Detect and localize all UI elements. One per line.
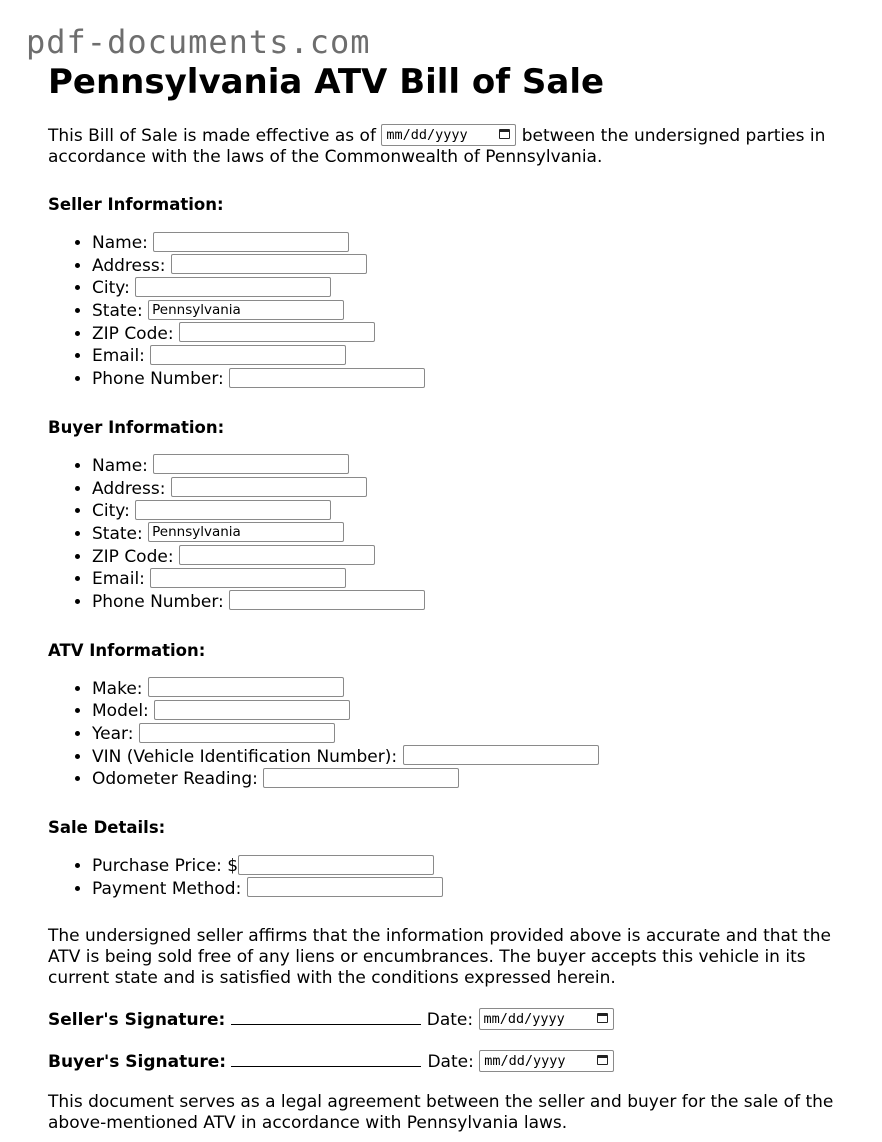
buyer-email-input[interactable]: [150, 568, 346, 588]
atv-odometer-item: [92, 768, 848, 791]
buyer-state-label: State:: [92, 523, 143, 544]
watermark: pdf-documents.com: [26, 23, 371, 61]
calendar-icon[interactable]: [597, 1013, 608, 1023]
seller-date-label: Date:: [426, 1010, 474, 1031]
atv-model-label: Model:: [92, 701, 149, 722]
buyer-phone-label: Phone Number:: [92, 591, 224, 612]
buyer-city-input[interactable]: [135, 500, 331, 520]
sale-payment-item: [92, 878, 848, 901]
atv-vin-input[interactable]: [403, 745, 599, 765]
seller-email-input[interactable]: [150, 345, 346, 365]
seller-name-input[interactable]: [153, 232, 349, 252]
buyer-fields: [48, 455, 848, 614]
atv-year-input[interactable]: [139, 723, 335, 743]
seller-state-item: [92, 300, 848, 323]
seller-heading: Seller Information:: [48, 195, 224, 214]
buyer-email-label: Email:: [92, 569, 145, 590]
atv-model-item: [92, 700, 848, 723]
atv-vin-label: VIN (Vehicle Identification Number):: [92, 746, 398, 767]
sale-fields: [48, 855, 848, 900]
intro-text-after: between the undersigned parties in accordance with the laws of the Commonwealth of Pennsylvania.: [48, 126, 826, 167]
payment-method-input[interactable]: [247, 877, 443, 897]
buyer-name-input[interactable]: [153, 454, 349, 474]
seller-signature-row: [48, 1007, 848, 1032]
buyer-address-item: [92, 478, 848, 501]
seller-state-label: State:: [92, 301, 143, 322]
seller-phone-input[interactable]: [229, 368, 425, 388]
buyer-city-label: City:: [92, 501, 130, 522]
buyer-name-item: [92, 455, 848, 478]
seller-signature-label: Seller's Signature:: [48, 1010, 226, 1031]
seller-city-item: [92, 277, 848, 300]
seller-signature-line[interactable]: [231, 1007, 421, 1025]
buyer-zip-input[interactable]: [179, 545, 375, 565]
seller-city-label: City:: [92, 278, 130, 299]
atv-year-label: Year:: [92, 724, 134, 744]
buyer-signature-row: [48, 1049, 848, 1074]
seller-address-label: Address:: [92, 255, 166, 276]
buyer-name-label: Name:: [92, 455, 148, 476]
buyer-phone-input[interactable]: [229, 590, 425, 610]
atv-vin-item: [92, 746, 848, 769]
buyer-date-label: Date:: [427, 1052, 474, 1073]
buyer-address-input[interactable]: [171, 477, 367, 497]
atv-fields: [48, 678, 848, 791]
affirmation-statement: The undersigned seller affirms that the information provided above is accurate and that the ATV is being sold free of any liens or encumbrances. The buyer accepts this vehicle in its current state and is satisfied with the conditions expressed herein.: [48, 926, 831, 989]
intro-paragraph: [48, 126, 848, 168]
sale-price-label: Purchase Price: $: [92, 856, 239, 877]
atv-make-label: Make:: [92, 678, 143, 699]
buyer-city-item: [92, 500, 848, 523]
document-body: [48, 60, 848, 1134]
effective-date-input[interactable]: [381, 124, 516, 146]
buyer-address-label: Address:: [92, 478, 166, 499]
purchase-price-input[interactable]: [238, 855, 434, 875]
atv-odometer-label: Odometer Reading:: [92, 769, 258, 790]
atv-make-input[interactable]: [148, 677, 344, 697]
seller-address-input[interactable]: [171, 254, 367, 274]
seller-phone-label: Phone Number:: [92, 369, 224, 390]
seller-email-item: [92, 345, 848, 368]
seller-zip-item: [92, 323, 848, 346]
seller-email-label: Email:: [92, 346, 145, 367]
calendar-icon[interactable]: [597, 1055, 608, 1065]
closing-paragraph: This document serves as a legal agreement between the seller and buyer for the sale of the above-mentioned ATV in accordance with Pennsylvania laws.: [48, 1092, 834, 1134]
page-title: Pennsylvania ATV Bill of Sale: [48, 62, 605, 102]
buyer-heading: Buyer Information:: [48, 417, 225, 437]
seller-name-label: Name:: [92, 233, 148, 253]
buyer-signature-label: Buyer's Signature:: [48, 1052, 227, 1073]
atv-make-item: [92, 678, 848, 701]
sale-payment-label: Payment Method:: [92, 878, 242, 899]
buyer-email-item: [92, 568, 848, 591]
buyer-zip-item: [92, 546, 848, 569]
buyer-signature-line[interactable]: [231, 1049, 421, 1067]
buyer-zip-label: ZIP Code:: [92, 546, 174, 567]
calendar-icon[interactable]: [499, 129, 510, 139]
date-placeholder: mm/dd/yyyy: [484, 1052, 566, 1069]
seller-phone-item: [92, 368, 848, 391]
buyer-date-input[interactable]: [479, 1050, 614, 1072]
atv-odometer-input[interactable]: [263, 768, 459, 788]
date-placeholder: mm/dd/yyyy: [386, 126, 468, 143]
buyer-state-item: [92, 523, 848, 546]
seller-state-input[interactable]: [148, 300, 344, 320]
seller-zip-input[interactable]: [179, 322, 375, 342]
seller-date-input[interactable]: [479, 1008, 614, 1030]
seller-name-item: [92, 232, 848, 255]
atv-model-input[interactable]: [154, 700, 350, 720]
buyer-phone-item: [92, 591, 848, 614]
seller-fields: [48, 232, 848, 391]
atv-heading: ATV Information:: [48, 640, 206, 660]
sale-heading: Sale Details:: [48, 818, 166, 838]
seller-city-input[interactable]: [135, 277, 331, 297]
intro-text-before: This Bill of Sale is made effective as of: [48, 126, 382, 146]
seller-zip-label: ZIP Code:: [92, 323, 174, 344]
buyer-state-input[interactable]: [148, 522, 344, 542]
sale-price-item: [92, 855, 848, 878]
atv-year-item: [92, 723, 848, 746]
seller-address-item: [92, 255, 848, 278]
date-placeholder: mm/dd/yyyy: [483, 1010, 565, 1027]
